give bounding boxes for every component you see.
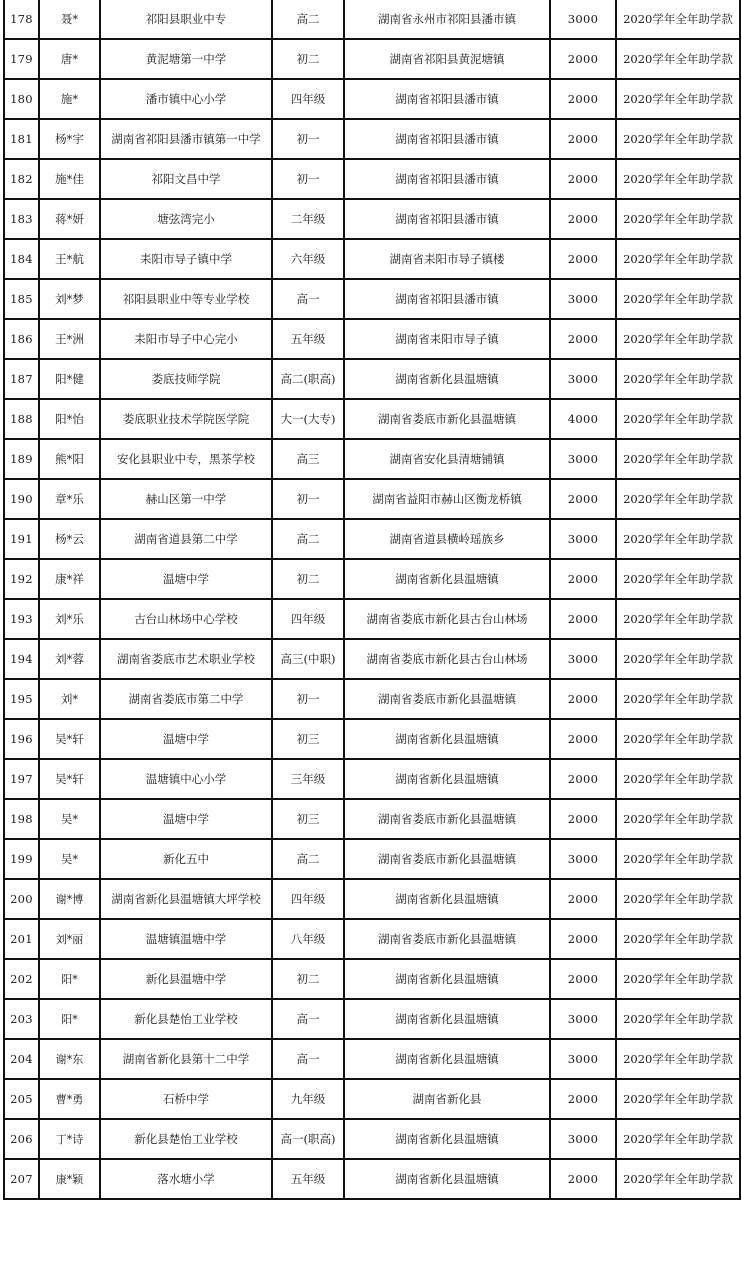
- address-cell: 湖南省益阳市赫山区衡龙桥镇: [344, 479, 550, 519]
- grade-cell: 四年级: [272, 79, 344, 119]
- table-row: [4, 279, 740, 319]
- amount-cell: 2000: [550, 159, 616, 199]
- grade-cell: 初一: [272, 679, 344, 719]
- amount-cell: 3000: [550, 1039, 616, 1079]
- address-cell: 湖南省新化县温塘镇: [344, 1039, 550, 1079]
- address-cell: 湖南省祁阳县潘市镇: [344, 159, 550, 199]
- amount-cell: 3000: [550, 999, 616, 1039]
- school-cell: 湖南省娄底市艺术职业学校: [100, 639, 272, 679]
- grade-cell: 九年级: [272, 1079, 344, 1119]
- address-cell: 湖南省祁阳县黄泥塘镇: [344, 39, 550, 79]
- aid-type-cell: 2020学年全年助学款: [616, 1039, 740, 1079]
- grade-cell: 初三: [272, 719, 344, 759]
- aid-type-cell: 2020学年全年助学款: [616, 1119, 740, 1159]
- student-name-cell: 杨*云: [39, 519, 100, 559]
- address-cell: 湖南省耒阳市导子镇: [344, 319, 550, 359]
- table-row: [4, 559, 740, 599]
- amount-cell: 3000: [550, 519, 616, 559]
- table-row: [4, 1039, 740, 1079]
- table-row: [4, 159, 740, 199]
- school-cell: 祁阳县职业中等专业学校: [100, 279, 272, 319]
- table-row: [4, 239, 740, 279]
- row-number-cell: 202: [4, 959, 39, 999]
- aid-type-cell: 2020学年全年助学款: [616, 919, 740, 959]
- row-number-cell: 191: [4, 519, 39, 559]
- row-number-cell: 190: [4, 479, 39, 519]
- grade-cell: 初三: [272, 799, 344, 839]
- grade-cell: 六年级: [272, 239, 344, 279]
- grade-cell: 高二: [272, 0, 344, 39]
- amount-cell: 2000: [550, 559, 616, 599]
- table-row: [4, 799, 740, 839]
- scholarship-table: [3, 0, 741, 1200]
- grade-cell: 高二: [272, 839, 344, 879]
- aid-type-cell: 2020学年全年助学款: [616, 439, 740, 479]
- student-name-cell: 王*洲: [39, 319, 100, 359]
- school-cell: 娄底技师学院: [100, 359, 272, 399]
- address-cell: 湖南省新化县温塘镇: [344, 359, 550, 399]
- row-number-cell: 207: [4, 1159, 39, 1199]
- amount-cell: 2000: [550, 1079, 616, 1119]
- address-cell: 湖南省娄底市新化县古台山林场: [344, 639, 550, 679]
- student-name-cell: 章*乐: [39, 479, 100, 519]
- address-cell: 湖南省新化县温塘镇: [344, 559, 550, 599]
- student-name-cell: 刘*乐: [39, 599, 100, 639]
- table-row: [4, 119, 740, 159]
- aid-type-cell: 2020学年全年助学款: [616, 79, 740, 119]
- school-cell: 温塘中学: [100, 799, 272, 839]
- school-cell: 安化县职业中专，黑茶学校: [100, 439, 272, 479]
- amount-cell: 2000: [550, 119, 616, 159]
- table-body: [4, 0, 740, 1199]
- row-number-cell: 182: [4, 159, 39, 199]
- row-number-cell: 206: [4, 1119, 39, 1159]
- student-name-cell: 施*: [39, 79, 100, 119]
- row-number-cell: 187: [4, 359, 39, 399]
- amount-cell: 4000: [550, 399, 616, 439]
- grade-cell: 初二: [272, 959, 344, 999]
- student-name-cell: 吴*轩: [39, 719, 100, 759]
- school-cell: 娄底职业技术学院医学院: [100, 399, 272, 439]
- aid-type-cell: 2020学年全年助学款: [616, 359, 740, 399]
- student-name-cell: 丁*诗: [39, 1119, 100, 1159]
- row-number-cell: 184: [4, 239, 39, 279]
- grade-cell: 高一: [272, 279, 344, 319]
- address-cell: 湖南省新化县温塘镇: [344, 1159, 550, 1199]
- aid-type-cell: 2020学年全年助学款: [616, 39, 740, 79]
- amount-cell: 2000: [550, 199, 616, 239]
- amount-cell: 3000: [550, 439, 616, 479]
- amount-cell: 2000: [550, 39, 616, 79]
- table-row: [4, 399, 740, 439]
- student-name-cell: 聂*: [39, 0, 100, 39]
- table-row: [4, 679, 740, 719]
- grade-cell: 高一(职高): [272, 1119, 344, 1159]
- table-row: [4, 359, 740, 399]
- aid-type-cell: 2020学年全年助学款: [616, 319, 740, 359]
- student-name-cell: 杨*宇: [39, 119, 100, 159]
- aid-type-cell: 2020学年全年助学款: [616, 519, 740, 559]
- grade-cell: 二年级: [272, 199, 344, 239]
- school-cell: 温塘中学: [100, 719, 272, 759]
- row-number-cell: 200: [4, 879, 39, 919]
- amount-cell: 2000: [550, 879, 616, 919]
- school-cell: 新化县楚怡工业学校: [100, 999, 272, 1039]
- aid-type-cell: 2020学年全年助学款: [616, 839, 740, 879]
- school-cell: 潘市镇中心小学: [100, 79, 272, 119]
- grade-cell: 初一: [272, 159, 344, 199]
- address-cell: 湖南省祁阳县潘市镇: [344, 199, 550, 239]
- school-cell: 塘弦湾完小: [100, 199, 272, 239]
- grade-cell: 高二(职高): [272, 359, 344, 399]
- table-row: [4, 719, 740, 759]
- amount-cell: 2000: [550, 599, 616, 639]
- amount-cell: 2000: [550, 319, 616, 359]
- row-number-cell: 180: [4, 79, 39, 119]
- grade-cell: 五年级: [272, 319, 344, 359]
- student-name-cell: 阳*健: [39, 359, 100, 399]
- amount-cell: 2000: [550, 919, 616, 959]
- aid-type-cell: 2020学年全年助学款: [616, 479, 740, 519]
- row-number-cell: 201: [4, 919, 39, 959]
- aid-type-cell: 2020学年全年助学款: [616, 719, 740, 759]
- amount-cell: 3000: [550, 0, 616, 39]
- grade-cell: 高一: [272, 999, 344, 1039]
- grade-cell: 三年级: [272, 759, 344, 799]
- address-cell: 湖南省安化县清塘铺镇: [344, 439, 550, 479]
- table-row: [4, 959, 740, 999]
- amount-cell: 2000: [550, 479, 616, 519]
- table-row: [4, 839, 740, 879]
- school-cell: 祁阳县职业中专: [100, 0, 272, 39]
- amount-cell: 3000: [550, 359, 616, 399]
- table-row: [4, 479, 740, 519]
- grade-cell: 五年级: [272, 1159, 344, 1199]
- student-name-cell: 阳*: [39, 999, 100, 1039]
- address-cell: 湖南省新化县: [344, 1079, 550, 1119]
- address-cell: 湖南省新化县温塘镇: [344, 1119, 550, 1159]
- aid-type-cell: 2020学年全年助学款: [616, 759, 740, 799]
- address-cell: 湖南省娄底市新化县温塘镇: [344, 839, 550, 879]
- student-name-cell: 阳*: [39, 959, 100, 999]
- table-row: [4, 1079, 740, 1119]
- table-row: [4, 39, 740, 79]
- row-number-cell: 181: [4, 119, 39, 159]
- table-row: [4, 599, 740, 639]
- amount-cell: 2000: [550, 719, 616, 759]
- student-name-cell: 曹*勇: [39, 1079, 100, 1119]
- address-cell: 湖南省永州市祁阳县潘市镇: [344, 0, 550, 39]
- grade-cell: 初一: [272, 479, 344, 519]
- school-cell: 湖南省娄底市第二中学: [100, 679, 272, 719]
- row-number-cell: 197: [4, 759, 39, 799]
- address-cell: 湖南省娄底市新化县温塘镇: [344, 919, 550, 959]
- student-name-cell: 吴*: [39, 839, 100, 879]
- row-number-cell: 183: [4, 199, 39, 239]
- student-name-cell: 熊*阳: [39, 439, 100, 479]
- aid-type-cell: 2020学年全年助学款: [616, 159, 740, 199]
- table-row: [4, 439, 740, 479]
- table-row: [4, 519, 740, 559]
- address-cell: 湖南省耒阳市导子镇楼: [344, 239, 550, 279]
- table-row: [4, 759, 740, 799]
- aid-type-cell: 2020学年全年助学款: [616, 559, 740, 599]
- table-row: [4, 639, 740, 679]
- row-number-cell: 203: [4, 999, 39, 1039]
- table-row: [4, 0, 740, 39]
- student-name-cell: 刘*蓉: [39, 639, 100, 679]
- amount-cell: 2000: [550, 79, 616, 119]
- school-cell: 新化县温塘中学: [100, 959, 272, 999]
- address-cell: 湖南省祁阳县潘市镇: [344, 279, 550, 319]
- student-name-cell: 吴*: [39, 799, 100, 839]
- row-number-cell: 196: [4, 719, 39, 759]
- school-cell: 新化县楚怡工业学校: [100, 1119, 272, 1159]
- amount-cell: 2000: [550, 759, 616, 799]
- amount-cell: 3000: [550, 1119, 616, 1159]
- grade-cell: 初二: [272, 559, 344, 599]
- aid-type-cell: 2020学年全年助学款: [616, 679, 740, 719]
- address-cell: 湖南省娄底市新化县温塘镇: [344, 799, 550, 839]
- student-name-cell: 谢*东: [39, 1039, 100, 1079]
- amount-cell: 2000: [550, 959, 616, 999]
- student-name-cell: 王*航: [39, 239, 100, 279]
- school-cell: 湖南省祁阳县潘市镇第一中学: [100, 119, 272, 159]
- student-name-cell: 吴*轩: [39, 759, 100, 799]
- aid-type-cell: 2020学年全年助学款: [616, 399, 740, 439]
- row-number-cell: 185: [4, 279, 39, 319]
- student-name-cell: 施*佳: [39, 159, 100, 199]
- grade-cell: 四年级: [272, 599, 344, 639]
- row-number-cell: 193: [4, 599, 39, 639]
- address-cell: 湖南省新化县温塘镇: [344, 879, 550, 919]
- address-cell: 湖南省娄底市新化县古台山林场: [344, 599, 550, 639]
- school-cell: 湖南省新化县温塘镇大坪学校: [100, 879, 272, 919]
- table-row: [4, 999, 740, 1039]
- row-number-cell: 188: [4, 399, 39, 439]
- address-cell: 湖南省娄底市新化县温塘镇: [344, 399, 550, 439]
- aid-type-cell: 2020学年全年助学款: [616, 0, 740, 39]
- address-cell: 湖南省娄底市新化县温塘镇: [344, 679, 550, 719]
- aid-type-cell: 2020学年全年助学款: [616, 879, 740, 919]
- amount-cell: 3000: [550, 639, 616, 679]
- aid-type-cell: 2020学年全年助学款: [616, 199, 740, 239]
- table-row: [4, 319, 740, 359]
- school-cell: 落水塘小学: [100, 1159, 272, 1199]
- address-cell: 湖南省新化县温塘镇: [344, 719, 550, 759]
- row-number-cell: 204: [4, 1039, 39, 1079]
- amount-cell: 2000: [550, 679, 616, 719]
- school-cell: 温塘镇中心小学: [100, 759, 272, 799]
- table-row: [4, 1119, 740, 1159]
- aid-type-cell: 2020学年全年助学款: [616, 119, 740, 159]
- school-cell: 耒阳市导子镇中学: [100, 239, 272, 279]
- grade-cell: 大一(大专): [272, 399, 344, 439]
- row-number-cell: 199: [4, 839, 39, 879]
- row-number-cell: 189: [4, 439, 39, 479]
- student-name-cell: 刘*梦: [39, 279, 100, 319]
- row-number-cell: 195: [4, 679, 39, 719]
- grade-cell: 初一: [272, 119, 344, 159]
- table-row: [4, 199, 740, 239]
- school-cell: 祁阳文昌中学: [100, 159, 272, 199]
- student-name-cell: 谢*博: [39, 879, 100, 919]
- aid-type-cell: 2020学年全年助学款: [616, 999, 740, 1039]
- school-cell: 温塘镇温塘中学: [100, 919, 272, 959]
- table-row: [4, 1159, 740, 1199]
- row-number-cell: 179: [4, 39, 39, 79]
- row-number-cell: 178: [4, 0, 39, 39]
- grade-cell: 初二: [272, 39, 344, 79]
- aid-type-cell: 2020学年全年助学款: [616, 239, 740, 279]
- school-cell: 湖南省新化县第十二中学: [100, 1039, 272, 1079]
- row-number-cell: 194: [4, 639, 39, 679]
- aid-type-cell: 2020学年全年助学款: [616, 799, 740, 839]
- aid-type-cell: 2020学年全年助学款: [616, 279, 740, 319]
- grade-cell: 高二: [272, 519, 344, 559]
- student-name-cell: 唐*: [39, 39, 100, 79]
- address-cell: 湖南省新化县温塘镇: [344, 759, 550, 799]
- student-name-cell: 康*祥: [39, 559, 100, 599]
- aid-type-cell: 2020学年全年助学款: [616, 1159, 740, 1199]
- school-cell: 古台山林场中心学校: [100, 599, 272, 639]
- table-row: [4, 79, 740, 119]
- grade-cell: 高三(中职): [272, 639, 344, 679]
- table-row: [4, 919, 740, 959]
- address-cell: 湖南省祁阳县潘市镇: [344, 79, 550, 119]
- school-cell: 黄泥塘第一中学: [100, 39, 272, 79]
- school-cell: 石桥中学: [100, 1079, 272, 1119]
- school-cell: 温塘中学: [100, 559, 272, 599]
- aid-type-cell: 2020学年全年助学款: [616, 599, 740, 639]
- address-cell: 湖南省祁阳县潘市镇: [344, 119, 550, 159]
- amount-cell: 2000: [550, 239, 616, 279]
- address-cell: 湖南省新化县温塘镇: [344, 959, 550, 999]
- school-cell: 耒阳市导子中心完小: [100, 319, 272, 359]
- aid-type-cell: 2020学年全年助学款: [616, 959, 740, 999]
- aid-type-cell: 2020学年全年助学款: [616, 639, 740, 679]
- student-name-cell: 刘*丽: [39, 919, 100, 959]
- school-cell: 湖南省道县第二中学: [100, 519, 272, 559]
- grade-cell: 高三: [272, 439, 344, 479]
- amount-cell: 3000: [550, 839, 616, 879]
- row-number-cell: 192: [4, 559, 39, 599]
- school-cell: 新化五中: [100, 839, 272, 879]
- grade-cell: 高一: [272, 1039, 344, 1079]
- amount-cell: 2000: [550, 1159, 616, 1199]
- school-cell: 赫山区第一中学: [100, 479, 272, 519]
- aid-type-cell: 2020学年全年助学款: [616, 1079, 740, 1119]
- amount-cell: 3000: [550, 279, 616, 319]
- row-number-cell: 205: [4, 1079, 39, 1119]
- row-number-cell: 198: [4, 799, 39, 839]
- address-cell: 湖南省道县横岭瑶族乡: [344, 519, 550, 559]
- grade-cell: 八年级: [272, 919, 344, 959]
- student-name-cell: 蒋*妍: [39, 199, 100, 239]
- student-name-cell: 阳*怡: [39, 399, 100, 439]
- table-row: [4, 879, 740, 919]
- student-name-cell: 刘*: [39, 679, 100, 719]
- amount-cell: 2000: [550, 799, 616, 839]
- address-cell: 湖南省新化县温塘镇: [344, 999, 550, 1039]
- student-name-cell: 康*颖: [39, 1159, 100, 1199]
- row-number-cell: 186: [4, 319, 39, 359]
- grade-cell: 四年级: [272, 879, 344, 919]
